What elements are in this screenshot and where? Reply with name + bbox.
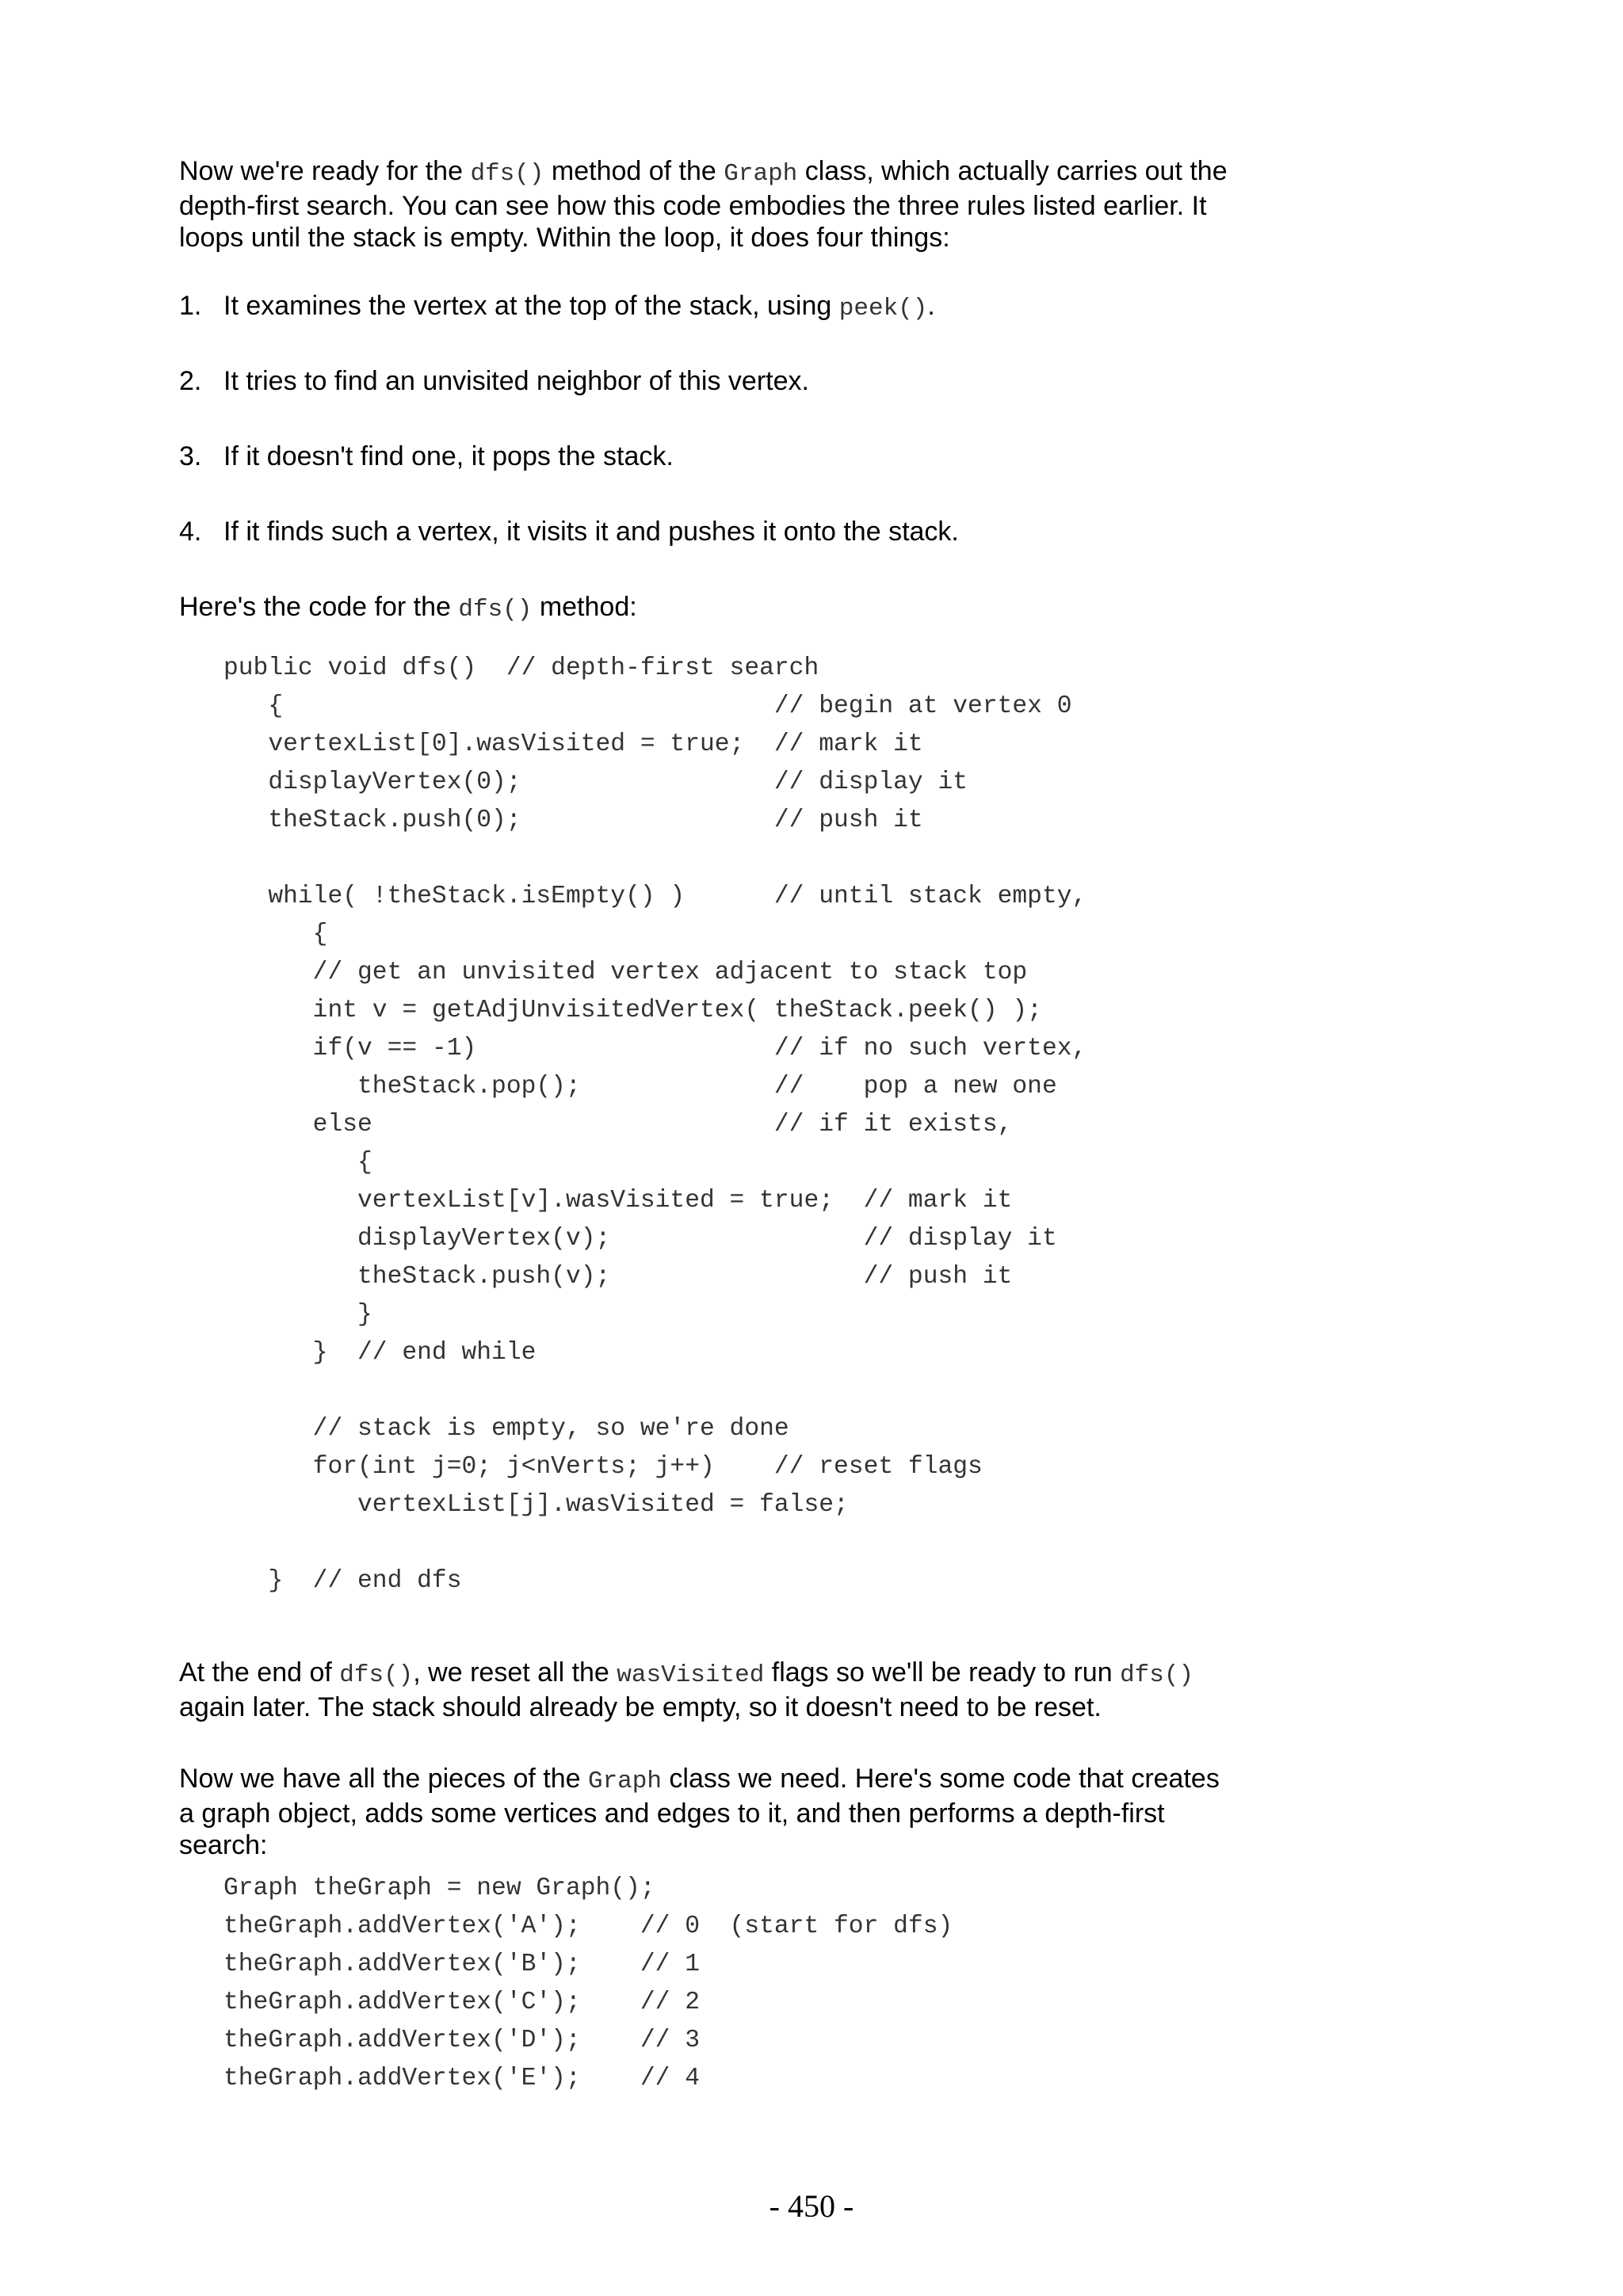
now-text-1: Now we have all the pieces of the	[179, 1764, 588, 1794]
graph-intro-paragraph	[179, 1763, 1220, 1861]
now-line-2: a graph object, adds some vertices and edges to it, and then performs a depth-first	[179, 1798, 1165, 1829]
graph-setup-code-listing: Graph theGraph = new Graph(); theGraph.addVertex('A'); // 0 (start for dfs) theGraph.addVertex('B'); // 1 theGraph.addVertex('C'); // 2 theGraph.addVertex('D'); // 3 theGraph.addVertex('E'); // 4	[223, 1875, 953, 2092]
list-item	[179, 516, 959, 547]
step-number: 1.	[179, 291, 202, 321]
code-intro-text-2: method:	[532, 592, 637, 622]
page-number: - 450 -	[769, 2188, 854, 2224]
end-code-dfs: dfs()	[339, 1661, 414, 1689]
end-line-2: again later. The stack should already be empty, so it doesn't need to be reset.	[179, 1692, 1102, 1722]
intro-code-dfs: dfs()	[470, 160, 544, 188]
intro-line-2: depth-first search. You can see how this code embodies the three rules listed earlier. It	[179, 191, 1207, 221]
intro-text-1: Now we're ready for the	[179, 156, 471, 186]
now-line-3: search:	[179, 1830, 268, 1860]
code-intro-text-1: Here's the code for the	[179, 592, 459, 622]
step-text: It examines the vertex at the top of the stack, using peek().	[223, 291, 935, 322]
step-number: 4.	[179, 517, 202, 547]
step-text: If it doesn't find one, it pops the stack.	[223, 441, 674, 471]
now-code-graph: Graph	[587, 1768, 662, 1795]
now-text-2: class we need. Here's some code that creates	[661, 1764, 1220, 1794]
intro-paragraph	[179, 155, 1228, 254]
code-intro-code-dfs: dfs()	[458, 596, 533, 624]
step-code-peek: peek()	[838, 295, 928, 322]
end-code-dfs-2: dfs()	[1120, 1661, 1194, 1689]
list-item	[179, 365, 959, 397]
intro-text-3: class, which actually carries out the	[797, 156, 1228, 186]
steps-list	[179, 290, 959, 591]
intro-text-2: method of the	[544, 156, 724, 186]
end-of-dfs-paragraph	[179, 1657, 1193, 1723]
end-text-2: , we reset all the	[413, 1657, 617, 1688]
code-intro-paragraph	[179, 591, 637, 626]
intro-code-graph: Graph	[724, 160, 798, 188]
step-text: It tries to find an unvisited neighbor of this vertex.	[223, 366, 809, 396]
step-number: 3.	[179, 441, 202, 471]
intro-line-3: loops until the stack is empty. Within the loop, it does four things:	[179, 223, 950, 253]
end-text-3: flags so we'll be ready to run	[764, 1657, 1121, 1688]
end-text-1: At the end of	[179, 1657, 340, 1688]
step-text: If it finds such a vertex, it visits it and pushes it onto the stack.	[223, 517, 959, 547]
list-item	[179, 441, 959, 472]
end-code-wasvisited: wasVisited	[617, 1661, 765, 1689]
dfs-code-listing: public void dfs() // depth-first search { // begin at vertex 0 vertexList[0].wasVisited = true; // mark it displayVertex(0); // display it theStack.push(0); // push it while( !theStack.isEmpty() ) // until stack empty, { // get an unvisited vertex adjacent to stack top int v = getAdjUnvisitedVertex( theStack.peek() ); if(v == -1) // if no such vertex, theStack.pop(); // pop a new one else // if it exists, { vertexList[v].wasVisited = true; // mark it displayVertex(v); // display it theStack.push(v); // push it } } // end while // stack is empty, so we're done for(int j=0; j<nVerts; j++) // reset flags vertexList[j].wasVisited = false; } // end dfs	[223, 654, 1087, 1595]
list-item	[179, 290, 959, 322]
step-number: 2.	[179, 366, 202, 396]
